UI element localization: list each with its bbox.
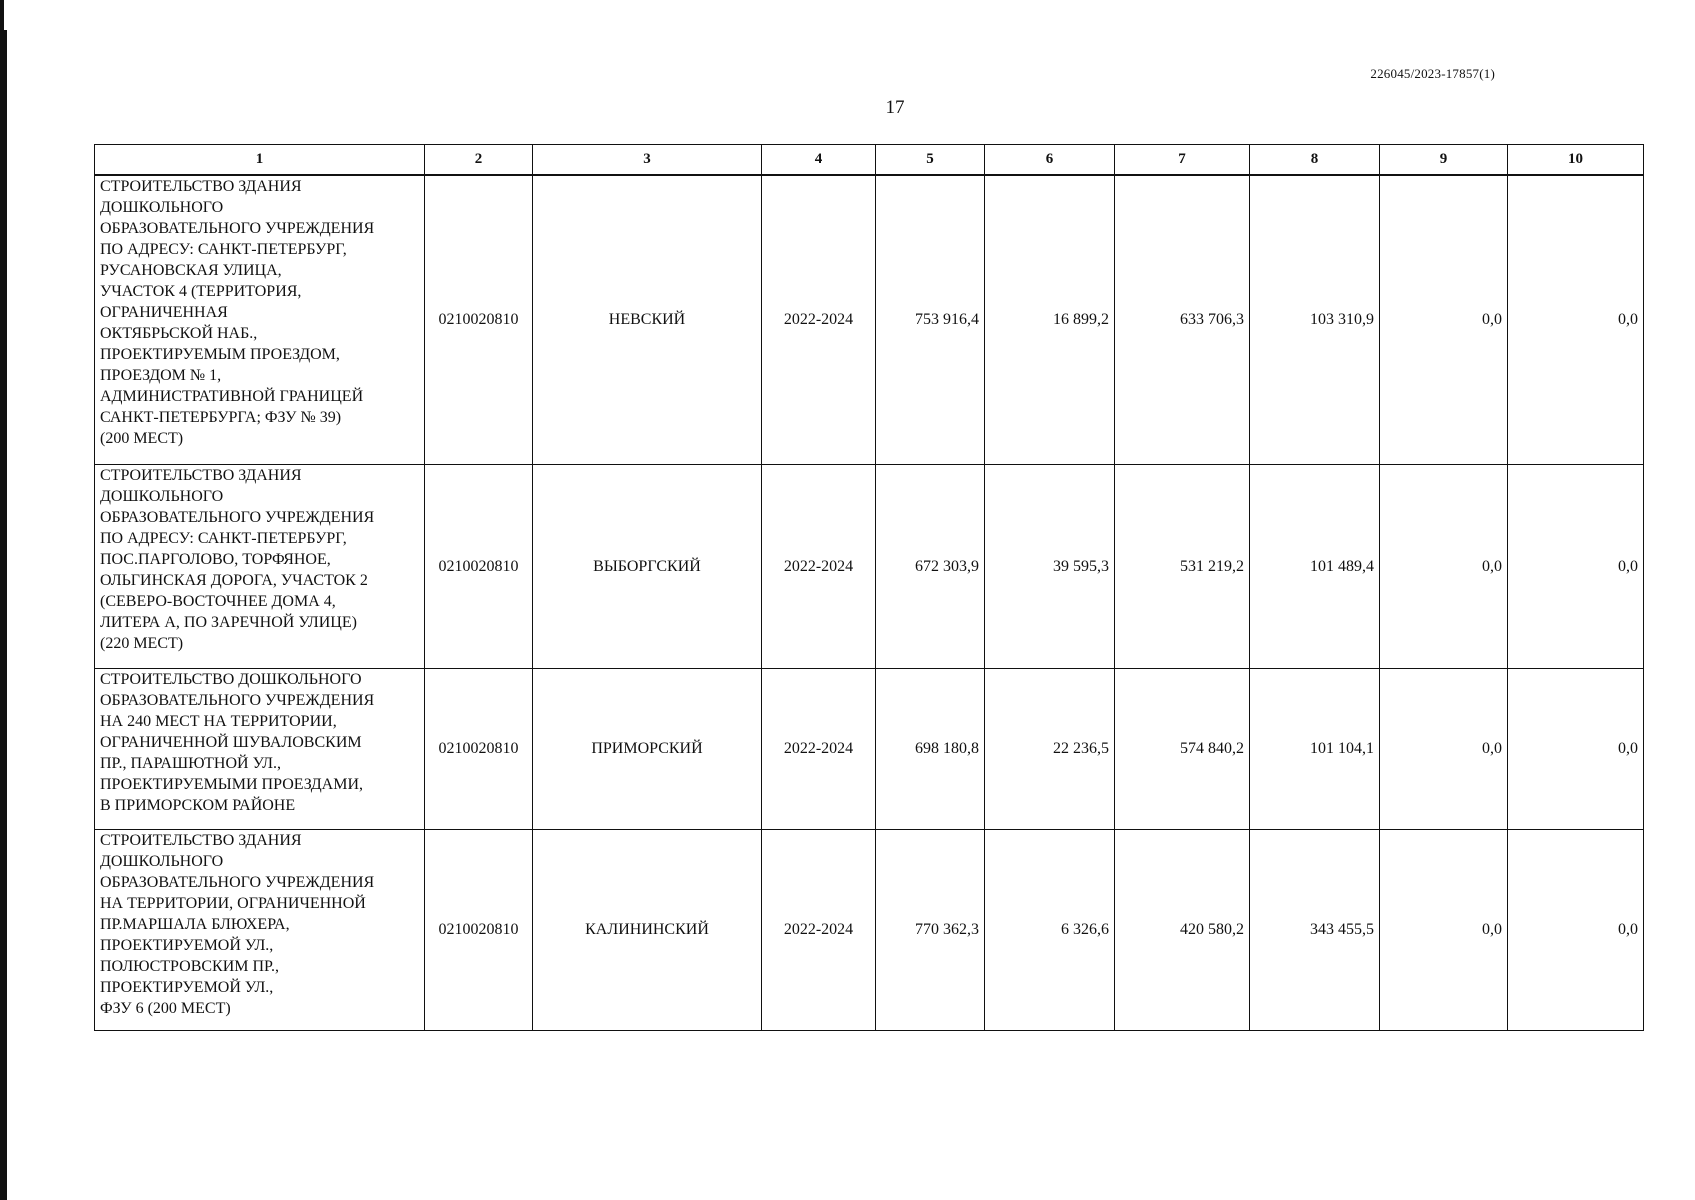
district-cell: КАЛИНИНСКИЙ <box>533 829 762 1030</box>
object-name-cell: СТРОИТЕЛЬСТВО ЗДАНИЯ ДОШКОЛЬНОГО ОБРАЗОВАТЕЛЬНОГО УЧРЕЖДЕНИЯ ПО АДРЕСУ: САНКТ-ПЕТЕРБУРГ, РУСАНОВСКАЯ УЛИЦА, УЧАСТОК 4 (ТЕРРИТОРИЯ, ОГРАНИЧЕННАЯ ОКТЯБРЬСКОЙ НАБ., ПРОЕКТИРУЕМЫМ ПРОЕЗДОМ, ПРОЕЗДОМ № 1, АДМИНИСТРАТИВНОЙ ГРАНИЦЕЙ САНКТ-ПЕТЕРБУРГА; ФЗУ № 39) (200 МЕСТ) <box>95 175 425 464</box>
district-cell: НЕВСКИЙ <box>533 175 762 464</box>
col-header-3: 3 <box>533 145 762 176</box>
col-header-2: 2 <box>425 145 533 176</box>
code-cell: 0210020810 <box>425 668 533 829</box>
value-cell-10: 0,0 <box>1508 668 1644 829</box>
period-cell: 2022-2024 <box>762 175 876 464</box>
object-name-cell: СТРОИТЕЛЬСТВО ДОШКОЛЬНОГО ОБРАЗОВАТЕЛЬНОГО УЧРЕЖДЕНИЯ НА 240 МЕСТ НА ТЕРРИТОРИИ, ОГРАНИЧЕННОЙ ШУВАЛОВСКИМ ПР., ПАРАШЮТНОЙ УЛ., ПРОЕКТИРУЕМЫМИ ПРОЕЗДАМИ, В ПРИМОРСКОМ РАЙОНЕ <box>95 668 425 829</box>
value-cell-5: 770 362,3 <box>876 829 985 1030</box>
value-cell-10: 0,0 <box>1508 175 1644 464</box>
value-cell-6: 16 899,2 <box>985 175 1115 464</box>
col-header-7: 7 <box>1115 145 1250 176</box>
scan-edge-mark <box>0 0 4 30</box>
value-cell-8: 103 310,9 <box>1250 175 1380 464</box>
col-header-4: 4 <box>762 145 876 176</box>
table-row <box>95 464 1644 668</box>
value-cell-8: 343 455,5 <box>1250 829 1380 1030</box>
object-name-cell: СТРОИТЕЛЬСТВО ЗДАНИЯ ДОШКОЛЬНОГО ОБРАЗОВАТЕЛЬНОГО УЧРЕЖДЕНИЯ ПО АДРЕСУ: САНКТ-ПЕТЕРБУРГ, ПОС.ПАРГОЛОВО, ТОРФЯНОЕ, ОЛЬГИНСКАЯ ДОРОГА, УЧАСТОК 2 (СЕВЕРО-ВОСТОЧНЕЕ ДОМА 4, ЛИТЕРА А, ПО ЗАРЕЧНОЙ УЛИЦЕ) (220 МЕСТ) <box>95 464 425 668</box>
value-cell-5: 672 303,9 <box>876 464 985 668</box>
document-id: 226045/2023-17857(1) <box>1370 66 1495 81</box>
object-name-cell: СТРОИТЕЛЬСТВО ЗДАНИЯ ДОШКОЛЬНОГО ОБРАЗОВАТЕЛЬНОГО УЧРЕЖДЕНИЯ НА ТЕРРИТОРИИ, ОГРАНИЧЕННОЙ ПР.МАРШАЛА БЛЮХЕРА, ПРОЕКТИРУЕМОЙ УЛ., ПОЛЮСТРОВСКИМ ПР., ПРОЕКТИРУЕМОЙ УЛ., ФЗУ 6 (200 МЕСТ) <box>95 829 425 1030</box>
scan-edge-shadow <box>0 30 7 1200</box>
value-cell-7: 531 219,2 <box>1115 464 1250 668</box>
value-cell-5: 698 180,8 <box>876 668 985 829</box>
code-cell: 0210020810 <box>425 464 533 668</box>
value-cell-10: 0,0 <box>1508 464 1644 668</box>
value-cell-6: 6 326,6 <box>985 829 1115 1030</box>
value-cell-9: 0,0 <box>1380 175 1508 464</box>
col-header-5: 5 <box>876 145 985 176</box>
table-body <box>95 175 1644 1030</box>
col-header-8: 8 <box>1250 145 1380 176</box>
page-number: 17 <box>885 97 905 118</box>
table-header <box>95 145 1644 176</box>
table-row <box>95 668 1644 829</box>
value-cell-9: 0,0 <box>1380 464 1508 668</box>
value-cell-7: 420 580,2 <box>1115 829 1250 1030</box>
value-cell-6: 22 236,5 <box>985 668 1115 829</box>
period-cell: 2022-2024 <box>762 829 876 1030</box>
header-row <box>95 145 1644 176</box>
value-cell-5: 753 916,4 <box>876 175 985 464</box>
table-row <box>95 829 1644 1030</box>
code-cell: 0210020810 <box>425 175 533 464</box>
col-header-10: 10 <box>1508 145 1644 176</box>
period-cell: 2022-2024 <box>762 668 876 829</box>
value-cell-7: 633 706,3 <box>1115 175 1250 464</box>
period-cell: 2022-2024 <box>762 464 876 668</box>
col-header-9: 9 <box>1380 145 1508 176</box>
value-cell-8: 101 104,1 <box>1250 668 1380 829</box>
col-header-6: 6 <box>985 145 1115 176</box>
district-cell: ПРИМОРСКИЙ <box>533 668 762 829</box>
code-cell: 0210020810 <box>425 829 533 1030</box>
value-cell-7: 574 840,2 <box>1115 668 1250 829</box>
value-cell-10: 0,0 <box>1508 829 1644 1030</box>
district-cell: ВЫБОРГСКИЙ <box>533 464 762 668</box>
col-header-1: 1 <box>95 145 425 176</box>
budget-table <box>94 144 1644 1031</box>
value-cell-8: 101 489,4 <box>1250 464 1380 668</box>
table-row <box>95 175 1644 464</box>
value-cell-6: 39 595,3 <box>985 464 1115 668</box>
value-cell-9: 0,0 <box>1380 829 1508 1030</box>
value-cell-9: 0,0 <box>1380 668 1508 829</box>
